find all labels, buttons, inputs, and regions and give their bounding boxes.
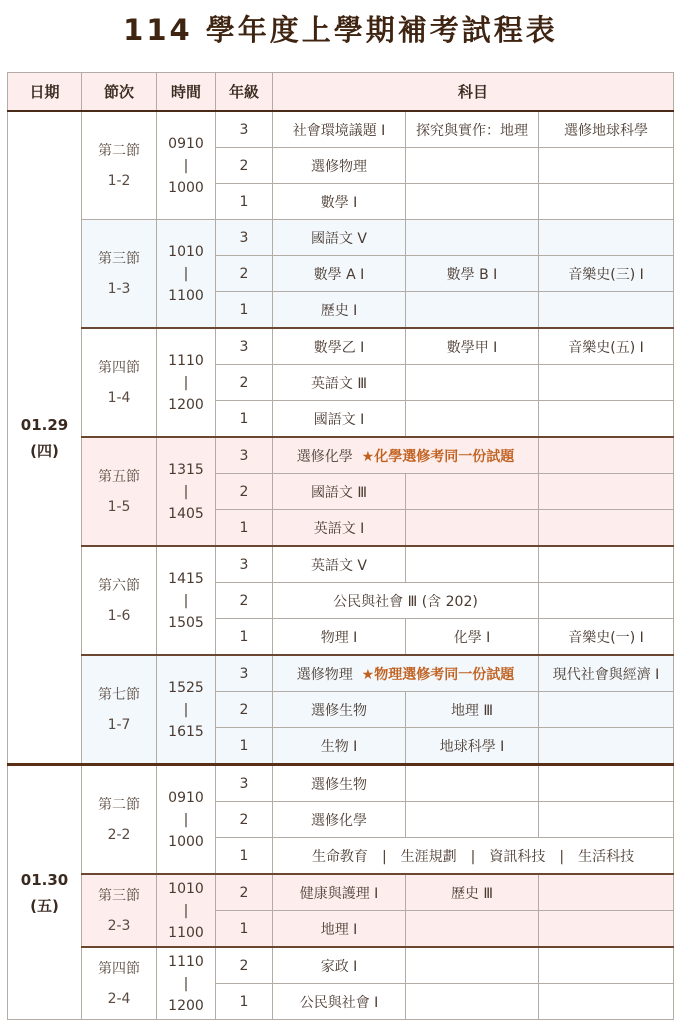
table-row xyxy=(8,765,674,802)
period-cell xyxy=(82,437,157,546)
time-cell xyxy=(157,546,216,655)
grade-cell: 1 xyxy=(216,984,273,1020)
grade-cell: 2 xyxy=(216,256,273,292)
subject-cell xyxy=(539,947,674,984)
grade-cell: 2 xyxy=(216,583,273,619)
grade-cell: 2 xyxy=(216,802,273,838)
period-cell xyxy=(82,947,157,1020)
subject-cell: 數學 A I xyxy=(273,256,406,292)
time-end: 1000 xyxy=(168,833,204,850)
subject-cell xyxy=(406,510,539,547)
period-cell xyxy=(82,220,157,329)
subject-cell: 化學 I xyxy=(406,619,539,656)
time-cell xyxy=(157,111,216,220)
grade-cell: 3 xyxy=(216,328,273,365)
subject-item: 生命教育 xyxy=(311,848,368,865)
subject-cell: 家政 I xyxy=(273,947,406,984)
time-end: 1100 xyxy=(168,924,204,941)
table-header-row xyxy=(8,73,674,112)
period-code: 1-6 xyxy=(107,607,131,624)
grade-cell: 1 xyxy=(216,292,273,329)
grade-cell: 1 xyxy=(216,510,273,547)
time-bar: | xyxy=(183,902,189,919)
date-cell-0129 xyxy=(8,111,82,765)
subject-cell: 地球科學 I xyxy=(406,728,539,765)
subject-cell: 選修化學 xyxy=(273,802,406,838)
subject-cell: 音樂史(五) I xyxy=(539,328,674,365)
period-name: 第四節 xyxy=(98,960,140,977)
period-code: 2-4 xyxy=(107,990,131,1007)
subject-cell xyxy=(539,510,674,547)
subject-cell xyxy=(539,148,674,184)
subject-item: 資訊科技 xyxy=(489,848,546,865)
grade-cell: 1 xyxy=(216,401,273,438)
period-name: 第二節 xyxy=(98,142,140,159)
period-code: 1-4 xyxy=(107,389,131,406)
page-title: 114 學年度上學期補考試程表 xyxy=(123,13,558,47)
time-start: 1315 xyxy=(168,461,204,478)
subject-cell xyxy=(406,292,539,329)
subject-cell xyxy=(539,474,674,510)
header-grade: 年級 xyxy=(216,73,273,112)
period-name: 第七節 xyxy=(98,686,140,703)
period-name: 第四節 xyxy=(98,359,140,376)
period-cell xyxy=(82,874,157,947)
table-row xyxy=(8,111,674,148)
subject-cell: 物理 I xyxy=(273,619,406,656)
subject-cell: 社會環境議題 I xyxy=(273,111,406,148)
subject-cell xyxy=(406,947,539,984)
period-name: 第五節 xyxy=(98,468,140,485)
subject-cell: 國語文 I xyxy=(273,401,406,438)
time-bar: | xyxy=(183,811,189,828)
subject-cell xyxy=(539,692,674,728)
period-code: 2-3 xyxy=(107,917,131,934)
time-end: 1200 xyxy=(168,997,204,1014)
subject-cell xyxy=(406,911,539,948)
time-start: 1415 xyxy=(168,570,204,587)
table-row xyxy=(8,947,674,984)
table-row xyxy=(8,328,674,365)
subject-cell xyxy=(539,911,674,948)
subject-cell xyxy=(406,220,539,256)
subject-cell: 選修生物 xyxy=(273,765,406,802)
period-code: 1-2 xyxy=(107,172,131,189)
subject-cell: 國語文 Ⅲ xyxy=(273,474,406,510)
time-end: 1100 xyxy=(168,287,204,304)
time-end: 1615 xyxy=(168,723,204,740)
period-code: 1-5 xyxy=(107,498,131,515)
subject-cell: 英語文 V xyxy=(273,546,406,583)
table-row xyxy=(8,437,674,474)
grade-cell: 2 xyxy=(216,474,273,510)
grade-cell: 3 xyxy=(216,111,273,148)
subject-cell xyxy=(406,401,539,438)
grade-cell: 3 xyxy=(216,437,273,474)
divider: | xyxy=(470,848,476,865)
subject-cell xyxy=(539,437,674,474)
grade-cell: 1 xyxy=(216,728,273,765)
grade-cell: 2 xyxy=(216,874,273,911)
subject-cell: 數學 B I xyxy=(406,256,539,292)
grade-cell: 1 xyxy=(216,838,273,875)
grade-cell: 1 xyxy=(216,184,273,220)
time-start: 1010 xyxy=(168,243,204,260)
combined-subjects-cell xyxy=(273,838,674,875)
time-cell xyxy=(157,655,216,765)
divider: | xyxy=(381,848,387,865)
subject-cell-with-note xyxy=(273,437,539,474)
grade-cell: 2 xyxy=(216,947,273,984)
date-label: 01.29 xyxy=(20,415,69,434)
time-cell xyxy=(157,765,216,875)
period-name: 第二節 xyxy=(98,796,140,813)
grade-cell: 3 xyxy=(216,765,273,802)
shared-exam-note: ★化學選修考同一份試題 xyxy=(361,448,515,465)
subject-cell xyxy=(406,984,539,1020)
subject-cell xyxy=(539,220,674,256)
subject-cell: 英語文 Ⅲ xyxy=(273,365,406,401)
period-name: 第六節 xyxy=(98,577,140,594)
date-label: 01.30 xyxy=(20,870,69,889)
time-bar: | xyxy=(183,157,189,174)
shared-exam-note: ★物理選修考同一份試題 xyxy=(361,666,515,683)
time-bar: | xyxy=(183,483,189,500)
subject-cell: 選修物理 xyxy=(273,148,406,184)
subject-cell: 生物 I xyxy=(273,728,406,765)
grade-cell: 2 xyxy=(216,365,273,401)
time-end: 1405 xyxy=(168,505,204,522)
time-bar: | xyxy=(183,701,189,718)
subject-cell xyxy=(406,474,539,510)
time-end: 1505 xyxy=(168,614,204,631)
subject-item: 生活科技 xyxy=(578,848,635,865)
time-end: 1200 xyxy=(168,396,204,413)
subject-cell xyxy=(539,984,674,1020)
period-cell xyxy=(82,765,157,875)
subject-cell xyxy=(406,148,539,184)
time-bar: | xyxy=(183,592,189,609)
time-start: 1525 xyxy=(168,679,204,696)
subject-cell: 國語文 V xyxy=(273,220,406,256)
subject-cell: 數學 I xyxy=(273,184,406,220)
subject-cell xyxy=(539,728,674,765)
date-cell-0130 xyxy=(8,765,82,1020)
subject-cell xyxy=(539,546,674,583)
subject-cell xyxy=(539,401,674,438)
header-date: 日期 xyxy=(8,73,82,112)
subject-cell xyxy=(406,802,539,838)
time-start: 0910 xyxy=(168,789,204,806)
subject-cell: 英語文 I xyxy=(273,510,406,547)
subject-cell-with-note xyxy=(273,655,539,692)
time-bar: | xyxy=(183,265,189,282)
time-bar: | xyxy=(183,975,189,992)
subject-item: 生涯規劃 xyxy=(400,848,457,865)
subject-cell xyxy=(406,546,539,583)
subject-cell xyxy=(539,802,674,838)
weekday-label: (四) xyxy=(30,441,59,460)
period-cell xyxy=(82,546,157,655)
subject-cell xyxy=(539,292,674,329)
table-row xyxy=(8,546,674,583)
time-bar: | xyxy=(183,374,189,391)
subject-cell: 選修生物 xyxy=(273,692,406,728)
subject-main: 選修化學 xyxy=(296,448,353,465)
header-time: 時間 xyxy=(157,73,216,112)
time-cell xyxy=(157,220,216,329)
subject-cell: 選修地球科學 xyxy=(539,111,674,148)
period-code: 1-3 xyxy=(107,280,131,297)
time-start: 0910 xyxy=(168,135,204,152)
time-cell xyxy=(157,947,216,1020)
header-subject: 科目 xyxy=(273,73,674,112)
grade-cell: 1 xyxy=(216,911,273,948)
exam-schedule-table xyxy=(7,72,674,1020)
subject-cell: 數學甲 I xyxy=(406,328,539,365)
subject-cell xyxy=(406,765,539,802)
period-code: 1-7 xyxy=(107,716,131,733)
period-cell xyxy=(82,328,157,437)
subject-cell: 健康與護理 I xyxy=(273,874,406,911)
period-cell xyxy=(82,111,157,220)
subject-cell: 地理 Ⅲ xyxy=(406,692,539,728)
time-start: 1010 xyxy=(168,880,204,897)
table-row xyxy=(8,655,674,692)
subject-main: 選修物理 xyxy=(296,666,353,683)
header-period: 節次 xyxy=(82,73,157,112)
subject-cell xyxy=(406,365,539,401)
time-start: 1110 xyxy=(168,352,204,369)
subject-cell: 現代社會與經濟 I xyxy=(539,655,674,692)
subject-cell xyxy=(539,365,674,401)
grade-cell: 3 xyxy=(216,655,273,692)
subject-cell xyxy=(539,583,674,619)
time-end: 1000 xyxy=(168,179,204,196)
subject-cell: 地理 I xyxy=(273,911,406,948)
grade-cell: 1 xyxy=(216,619,273,656)
time-start: 1110 xyxy=(168,953,204,970)
period-name: 第三節 xyxy=(98,887,140,904)
subject-cell: 公民與社會 I xyxy=(273,984,406,1020)
subject-cell-wide: 公民與社會 Ⅲ (含 202) xyxy=(273,583,539,619)
period-cell xyxy=(82,655,157,765)
grade-cell: 2 xyxy=(216,692,273,728)
subject-cell: 探究與實作：地理 xyxy=(406,111,539,148)
subject-cell xyxy=(539,184,674,220)
subject-cell xyxy=(539,765,674,802)
time-cell xyxy=(157,437,216,546)
table-row xyxy=(8,220,674,256)
subject-cell: 數學乙 I xyxy=(273,328,406,365)
subject-cell xyxy=(539,874,674,911)
subject-cell: 歷史 Ⅲ xyxy=(406,874,539,911)
grade-cell: 2 xyxy=(216,148,273,184)
weekday-label: (五) xyxy=(30,896,59,915)
period-code: 2-2 xyxy=(107,826,131,843)
subject-cell: 音樂史(三) I xyxy=(539,256,674,292)
time-cell xyxy=(157,874,216,947)
divider: | xyxy=(559,848,565,865)
subject-cell: 音樂史(一) I xyxy=(539,619,674,656)
subject-cell: 歷史 I xyxy=(273,292,406,329)
time-cell xyxy=(157,328,216,437)
period-name: 第三節 xyxy=(98,250,140,267)
table-row xyxy=(8,874,674,911)
subject-cell xyxy=(406,184,539,220)
grade-cell: 3 xyxy=(216,546,273,583)
grade-cell: 3 xyxy=(216,220,273,256)
